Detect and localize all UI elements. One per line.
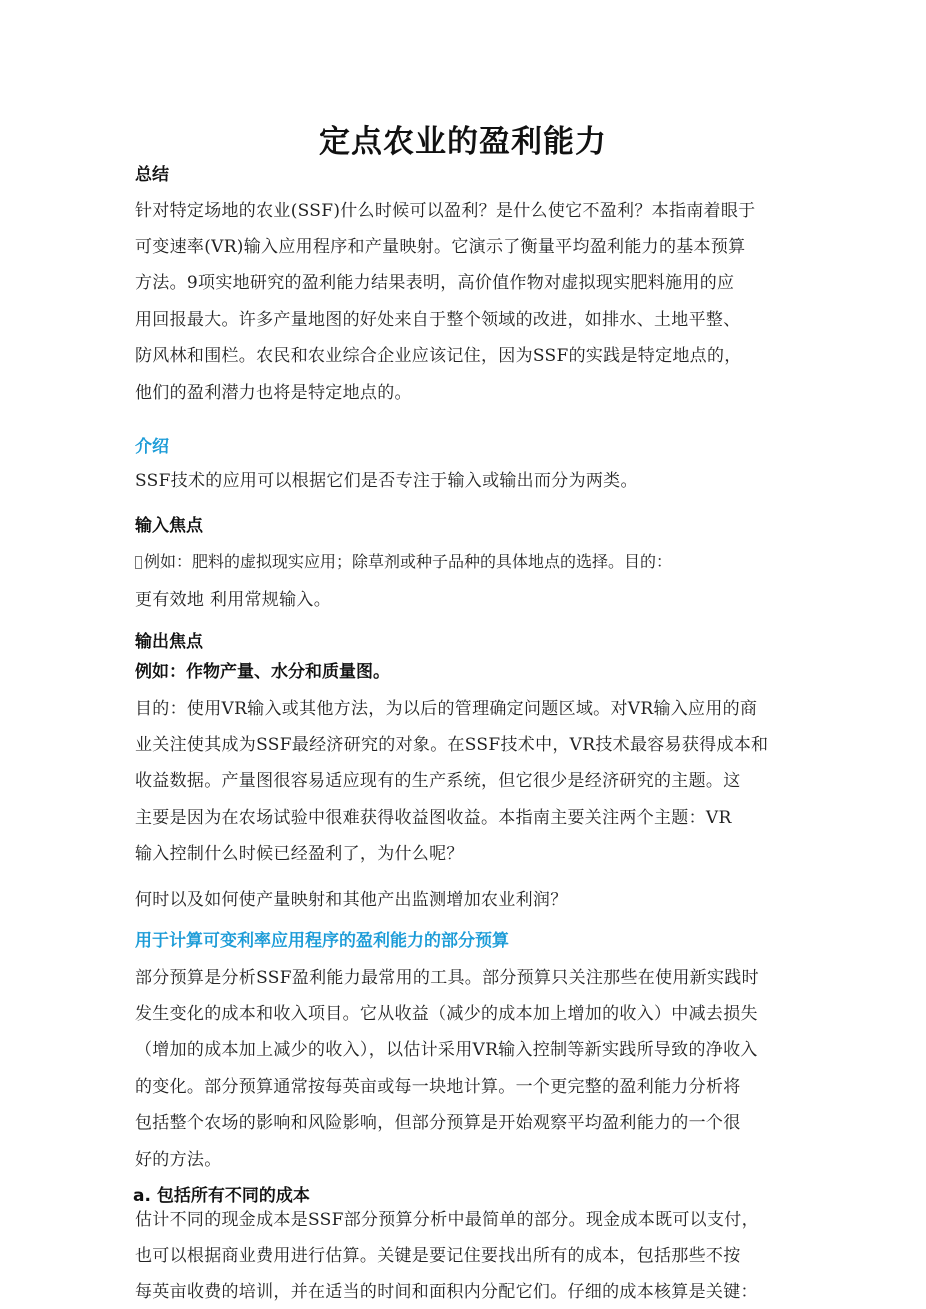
summary-line: 用回报最大。许多产量地图的好处来自于整个领域的改进，如排水、土地平整、 (135, 310, 741, 330)
costs-heading: a. 包括所有不同的成本 (133, 1186, 310, 1206)
output-focus-line: 目的：使用VR输入或其他方法，为以后的管理确定问题区域。对VR输入应用的商 (135, 699, 758, 719)
document-title: 定点农业的盈利能力 (319, 124, 607, 160)
output-focus-line: 输入控制什么时候已经盈利了，为什么呢？ (135, 844, 464, 864)
summary-line: 方法。9项实地研究的盈利能力结果表明，高价值作物对虚拟现实肥料施用的应 (135, 273, 735, 293)
partial-budget-line: 的变化。部分预算通常按每英亩或每一块地计算。一个更完整的盈利能力分析将 (135, 1077, 741, 1097)
summary-line: 防风林和围栏。农民和农业综合企业应该记住，因为SSF的实践是特定地点的， (135, 346, 742, 366)
costs-line: 估计不同的现金成本是SSF部分预算分析中最简单的部分。现金成本既可以支付， (135, 1210, 759, 1230)
summary-line: 可变速率(VR)输入应用程序和产量映射。它演示了衡量平均盈利能力的基本预算 (135, 237, 746, 257)
partial-budget-line: 好的方法。 (135, 1150, 222, 1170)
bullet-glyph (135, 556, 142, 569)
output-focus-question: 何时以及如何使产量映射和其他产出监测增加农业利润？ (135, 890, 568, 910)
output-focus-line: 主要是因为在农场试验中很难获得收益图收益。本指南主要关注两个主题：VR (135, 808, 732, 828)
partial-budget-line: 包括整个农场的影响和风险影响，但部分预算是开始观察平均盈利能力的一个很 (135, 1113, 741, 1133)
input-focus-line: 更有效地 利用常规输入。 (135, 590, 332, 610)
partial-budget-line: （增加的成本加上减少的收入），以估计采用VR输入控制等新实践所导致的净收入 (135, 1040, 758, 1060)
partial-budget-heading: 用于计算可变利率应用程序的盈利能力的部分预算 (135, 931, 509, 951)
intro-heading: 介绍 (135, 437, 169, 457)
input-focus-line (135, 549, 672, 572)
input-focus-heading: 输入焦点 (135, 516, 203, 536)
partial-budget-line: 部分预算是分析SSF盈利能力最常用的工具。部分预算只关注那些在使用新实践时 (135, 968, 759, 988)
output-focus-line: 业关注使其成为SSF最经济研究的对象。在SSF技术中，VR技术最容易获得成本和 (135, 735, 769, 755)
partial-budget-line: 发生变化的成本和收入项目。它从收益（减少的成本加上增加的收入）中减去损失 (135, 1004, 758, 1024)
costs-line: 也可以根据商业费用进行估算。关键是要记住要找出所有的成本，包括那些不按 (135, 1246, 741, 1266)
intro-line: SSF技术的应用可以根据它们是否专注于输入或输出而分为两类。 (135, 471, 638, 491)
summary-line: 针对特定场地的农业(SSF)什么时候可以盈利？是什么使它不盈利？本指南着眼于 (135, 201, 756, 221)
costs-line: 每英亩收费的培训，并在适当的时间和面积内分配它们。仔细的成本核算是关键： (135, 1282, 758, 1302)
input-focus-text: 例如：肥料的虚拟现实应用；除草剂或种子品种的具体地点的选择。目的： (144, 552, 673, 571)
summary-line: 他们的盈利潜力也将是特定地点的。 (135, 383, 412, 403)
summary-heading: 总结 (135, 165, 169, 185)
output-focus-line: 收益数据。产量图很容易适应现有的生产系统，但它很少是经济研究的主题。这 (135, 771, 741, 791)
output-focus-subheading: 例如：作物产量、水分和质量图。 (135, 662, 390, 682)
output-focus-heading: 输出焦点 (135, 632, 203, 652)
